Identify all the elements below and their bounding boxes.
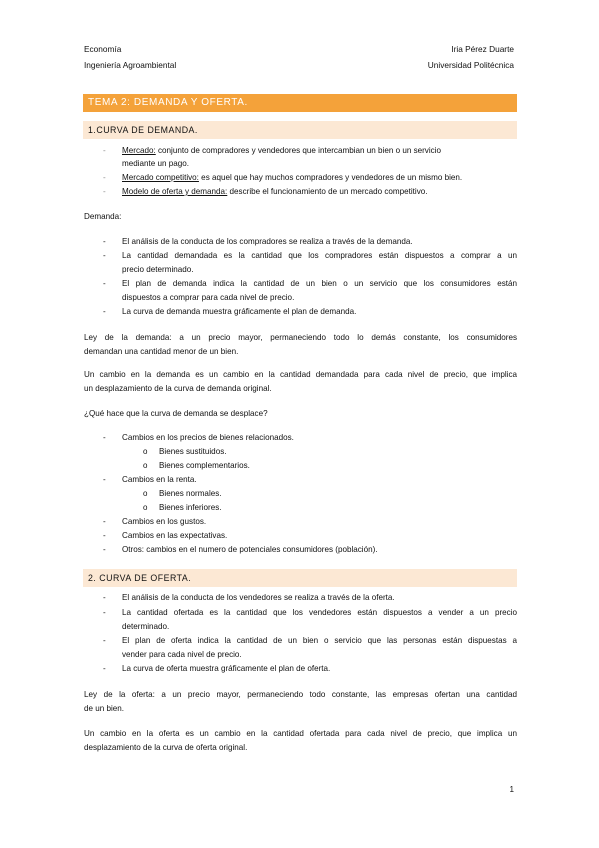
sub-bullet: o: [143, 503, 148, 512]
demand-change-cont: un desplazamiento de la curva de demanda original.: [84, 384, 272, 393]
definition-bullet: -: [103, 146, 106, 155]
shift-item: Cambios en la renta.: [122, 475, 197, 484]
demand-label: Demanda:: [84, 212, 122, 221]
supply-item: El análisis de la conducta de los vendedores se realiza a través de la oferta.: [122, 593, 395, 602]
list-bullet: -: [103, 475, 106, 484]
shift-item: Otros: cambios en el numero de potenciales consumidores (población).: [122, 545, 378, 554]
demand-item: El plan de demanda indica la cantidad de un bien o un servicio que los consumidores están: [122, 279, 517, 288]
demand-item: El análisis de la conducta de los compradores se realiza a través de la demanda.: [122, 237, 413, 246]
degree-name: Ingeniería Agroambiental: [84, 60, 177, 70]
section-1-title: 1.CURVA DE DEMANDA.: [83, 121, 517, 139]
section-2-title: 2. CURVA DE OFERTA.: [83, 569, 517, 587]
law-of-supply-cont: de un bien.: [84, 704, 125, 713]
list-bullet: -: [103, 636, 106, 645]
supply-item-cont: vender para cada nivel de precio.: [122, 650, 242, 659]
shift-subitem: Bienes normales.: [159, 489, 222, 498]
list-bullet: -: [103, 251, 106, 260]
shift-subitem: Bienes sustituidos.: [159, 447, 227, 456]
shift-subitem: Bienes complementarios.: [159, 461, 250, 470]
shift-question: ¿Qué hace que la curva de demanda se desplace?: [84, 409, 268, 418]
list-bullet: -: [103, 531, 106, 540]
topic-title: TEMA 2: DEMANDA Y OFERTA.: [83, 94, 517, 112]
definition-mercado-cont: mediante un pago.: [122, 159, 190, 168]
sub-bullet: o: [143, 447, 148, 456]
list-bullet: -: [103, 517, 106, 526]
university-name: Universidad Politécnica: [427, 60, 514, 70]
shift-item: Cambios en los precios de bienes relacionados.: [122, 433, 294, 442]
definition-mercado-competitivo: Mercado competitivo: es aquel que hay muchos compradores y vendedores de un mismo bien.: [122, 173, 463, 182]
list-bullet: -: [103, 237, 106, 246]
definition-modelo: Modelo de oferta y demanda: describe el funcionamiento de un mercado competitivo.: [122, 187, 428, 196]
law-of-demand-cont: demandan una cantidad menor de un bien.: [84, 347, 239, 356]
list-bullet: -: [103, 433, 106, 442]
demand-item: La cantidad demandada es la cantidad que los compradores están dispuestos a comprar a un: [122, 251, 517, 260]
list-bullet: -: [103, 307, 106, 316]
course-name: Economía: [84, 44, 122, 54]
supply-change: Un cambio en la oferta es un cambio en la cantidad ofertada para cada nivel de precio, que implica un: [84, 729, 517, 738]
list-bullet: -: [103, 593, 106, 602]
author-name: Iria Pérez Duarte: [451, 44, 514, 54]
list-bullet: -: [103, 279, 106, 288]
supply-item-cont: determinado.: [122, 622, 170, 631]
sub-bullet: o: [143, 489, 148, 498]
demand-item: La curva de demanda muestra gráficamente el plan de demanda.: [122, 307, 357, 316]
demand-item-cont: precio determinado.: [122, 265, 194, 274]
demand-change: Un cambio en la demanda es un cambio en la cantidad demandada para cada nivel de precio, que implica: [84, 370, 517, 379]
definition-mercado: Mercado: conjunto de compradores y vendedores que intercambian un bien o un servicio: [122, 146, 442, 155]
list-bullet: -: [103, 608, 106, 617]
list-bullet: -: [103, 664, 106, 673]
shift-item: Cambios en los gustos.: [122, 517, 207, 526]
demand-item-cont: dispuestos a comprar para cada nivel de precio.: [122, 293, 295, 302]
sub-bullet: o: [143, 461, 148, 470]
shift-item: Cambios en las expectativas.: [122, 531, 228, 540]
list-bullet: -: [103, 545, 106, 554]
law-of-supply: Ley de la oferta: a un precio mayor, permaneciendo todo constante, las empresas ofertan una cantidad: [84, 690, 517, 699]
supply-item: La curva de oferta muestra gráficamente el plan de oferta.: [122, 664, 331, 673]
page-number: 1: [509, 785, 514, 794]
definition-bullet: -: [103, 173, 106, 182]
shift-subitem: Bienes inferiores.: [159, 503, 222, 512]
definition-bullet: -: [103, 187, 106, 196]
law-of-demand: Ley de la demanda: a un precio mayor, permaneciendo todo lo demás constante, los consumidores: [84, 333, 517, 342]
supply-item: El plan de oferta indica la cantidad de un bien o servicio que las personas están dispuestas a: [122, 636, 517, 645]
supply-change-cont: desplazamiento de la curva de oferta original.: [84, 743, 248, 752]
supply-item: La cantidad ofertada es la cantidad que los vendedores están dispuestos a vender a un precio: [122, 608, 517, 617]
